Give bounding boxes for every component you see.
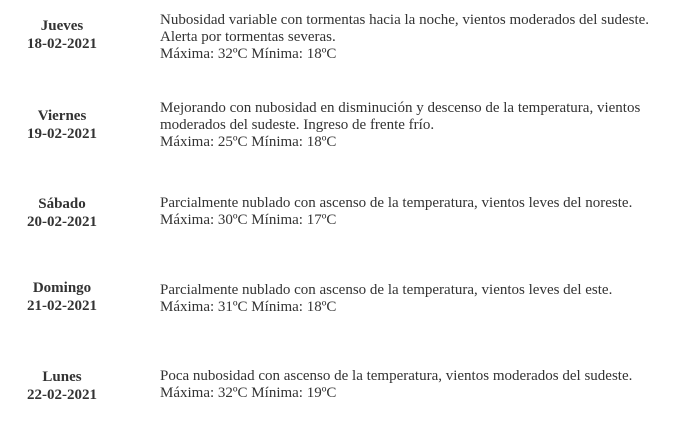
- forecast-date-cell: [0, 368, 124, 404]
- description-line: Parcialmente nublado con ascenso de la temperatura, vientos leves del noreste.: [160, 195, 633, 211]
- description-line: Parcialmente nublado con ascenso de la temperatura, vientos leves del este.: [160, 282, 613, 298]
- date-value: 21-02-2021: [27, 298, 97, 314]
- date-value: 18-02-2021: [27, 36, 97, 52]
- day-name: Jueves: [40, 18, 84, 34]
- temperature-line: Máxima: 31ºC Mínima: 18ºC: [160, 299, 337, 315]
- forecast-date-cell: [0, 17, 124, 53]
- forecast-description: [160, 368, 695, 402]
- forecast-description: [160, 195, 695, 229]
- day-name: Sábado: [38, 196, 86, 212]
- day-name: Viernes: [37, 108, 87, 124]
- temperature-line: Máxima: 25ºC Mínima: 18ºC: [160, 134, 337, 150]
- forecast-date-cell: [0, 107, 124, 143]
- date-value: 20-02-2021: [27, 214, 97, 230]
- temperature-line: Máxima: 30ºC Mínima: 17ºC: [160, 212, 337, 228]
- description-line: moderados del sudeste. Ingreso de frente frío.: [160, 117, 435, 133]
- temperature-line: Máxima: 32ºC Mínima: 19ºC: [160, 385, 337, 401]
- forecast-description: [160, 12, 695, 63]
- date-value: 19-02-2021: [27, 126, 97, 142]
- description-line: Poca nubosidad con ascenso de la temperatura, vientos moderados del sudeste.: [160, 368, 633, 384]
- forecast-date-cell: [0, 195, 124, 231]
- forecast-date-cell: [0, 279, 124, 315]
- description-line: Alerta por tormentas severas.: [160, 29, 336, 45]
- forecast-description: [160, 282, 695, 316]
- description-line: Mejorando con nubosidad en disminución y descenso de la temperatura, vientos: [160, 100, 641, 116]
- temperature-line: Máxima: 32ºC Mínima: 18ºC: [160, 46, 337, 62]
- forecast-description: [160, 100, 695, 151]
- day-name: Domingo: [32, 280, 92, 296]
- day-name: Lunes: [42, 369, 82, 385]
- description-line: Nubosidad variable con tormentas hacia la noche, vientos moderados del sudeste.: [160, 12, 650, 28]
- date-value: 22-02-2021: [27, 387, 97, 403]
